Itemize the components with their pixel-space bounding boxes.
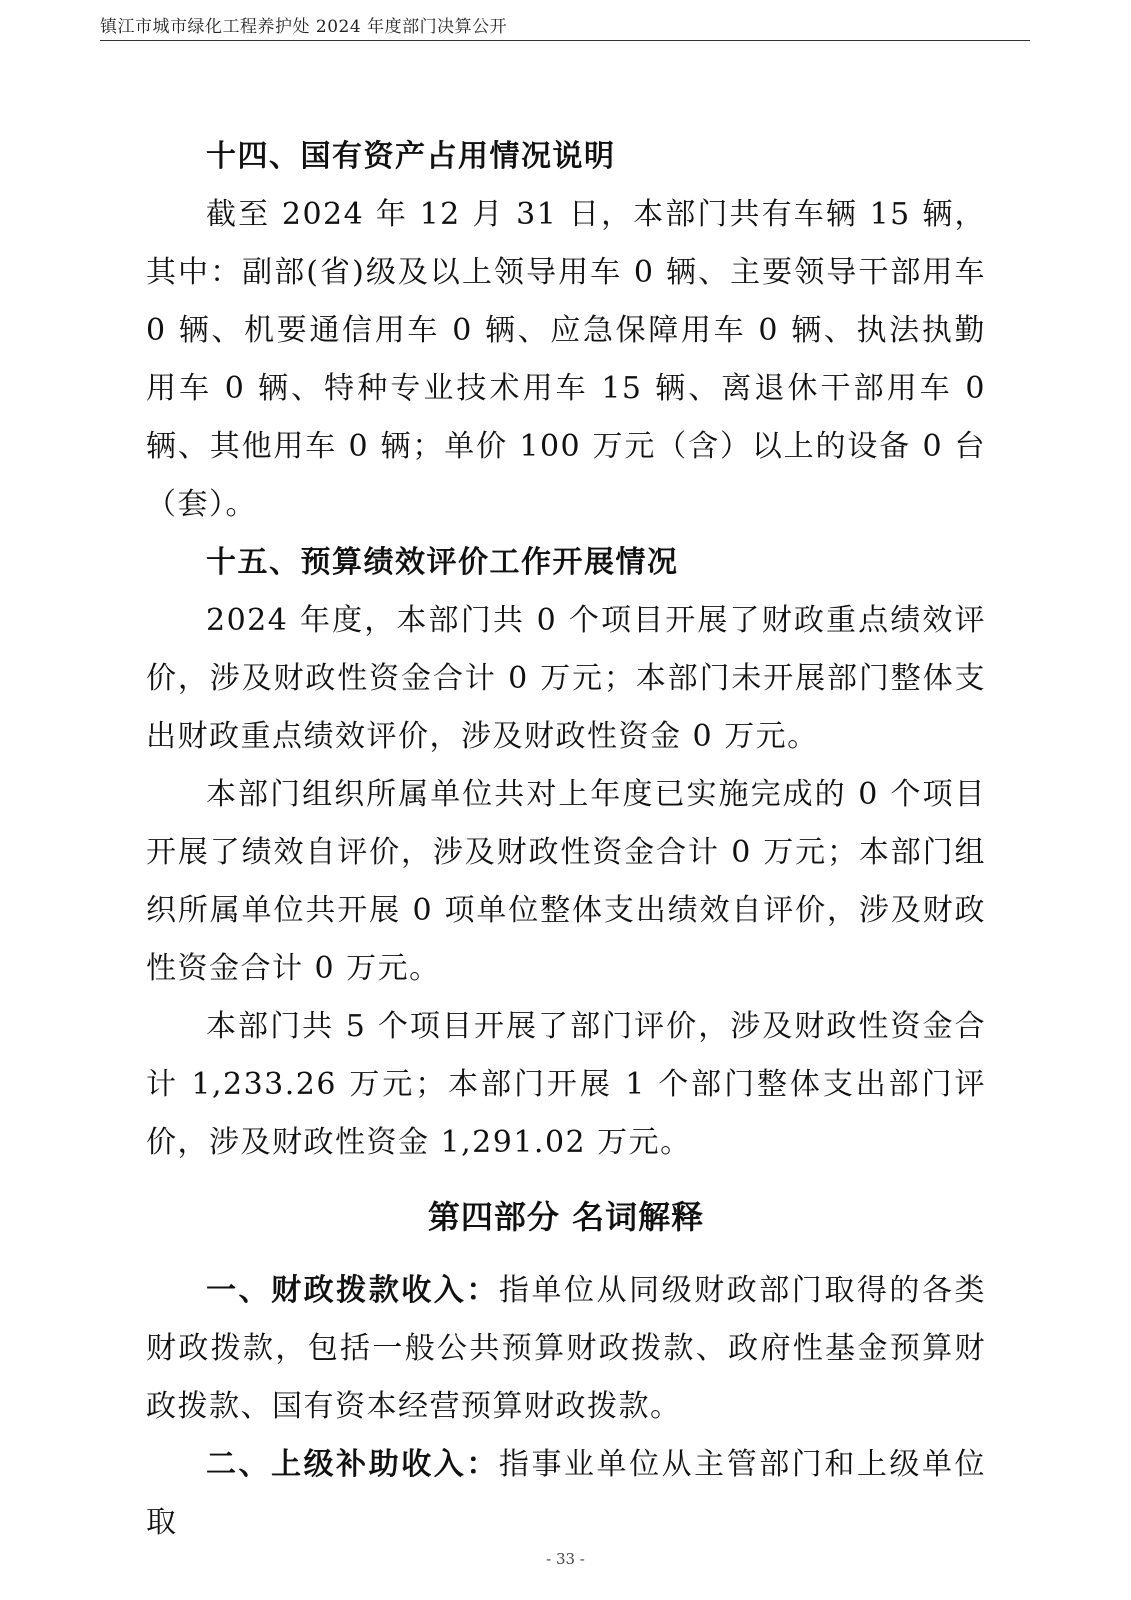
section-15-paragraph-2: 本部门组织所属单位共对上年度已实施完成的 0 个项目开展了绩效自评价，涉及财政性资金合计 0 万元；本部门组织所属单位共开展 0 项单位整体支出绩效自评价，涉及财政性资金合计 0 万元。	[146, 777, 986, 986]
section-14-paragraph: 截至 2024 年 12 月 31 日，本部门共有车辆 15 辆，其中：副部(省)级及以上领导用车 0 辆、主要领导干部用车 0 辆、机要通信用车 0 辆、应急保障用车 0 辆、执法执勤用车 0 辆、特种专业技术用车 15 辆、离退休干部用车 0 辆、其他用车 0 辆；单价 100 万元（含）以上的设备 0 台（套）。	[146, 197, 986, 522]
term-definition: 指事业单位从主管部门和上级单位取	[146, 1447, 987, 1540]
running-header: 镇江市城市绿化工程养护处 2024 年度部门决算公开	[100, 17, 508, 37]
header-divider	[100, 40, 1030, 41]
page-number: - 33 -	[546, 1550, 585, 1568]
section-15-heading: 十五、预算绩效评价工作开展情况	[206, 545, 679, 580]
term-label: 二、上级补助收入：	[206, 1447, 499, 1482]
section-15-paragraph-3: 本部门共 5 个项目开展了部门评价，涉及财政性资金合计 1,233.26 万元；本部门开展 1 个部门整体支出部门评价，涉及财政性资金 1,291.02 万元。	[146, 1009, 986, 1160]
section-15-paragraph-1: 2024 年度，本部门共 0 个项目开展了财政重点绩效评价，涉及财政性资金合计 0 万元；本部门未开展部门整体支出财政重点绩效评价，涉及财政性资金 0 万元。	[146, 603, 986, 754]
term-label: 一、财政拨款收入：	[206, 1273, 499, 1308]
term-entry	[146, 1262, 986, 1436]
part-4-title: 第四部分 名词解释	[427, 1198, 705, 1236]
term-entry	[146, 1436, 986, 1552]
section-14-heading: 十四、国有资产占用情况说明	[206, 139, 616, 174]
term-definition: 指单位从同级财政部门取得的各类财政拨款，包括一般公共预算财政拨款、政府性基金预算财政拨款、国有资本经营预算财政拨款。	[146, 1273, 987, 1424]
page-body	[146, 128, 986, 1552]
